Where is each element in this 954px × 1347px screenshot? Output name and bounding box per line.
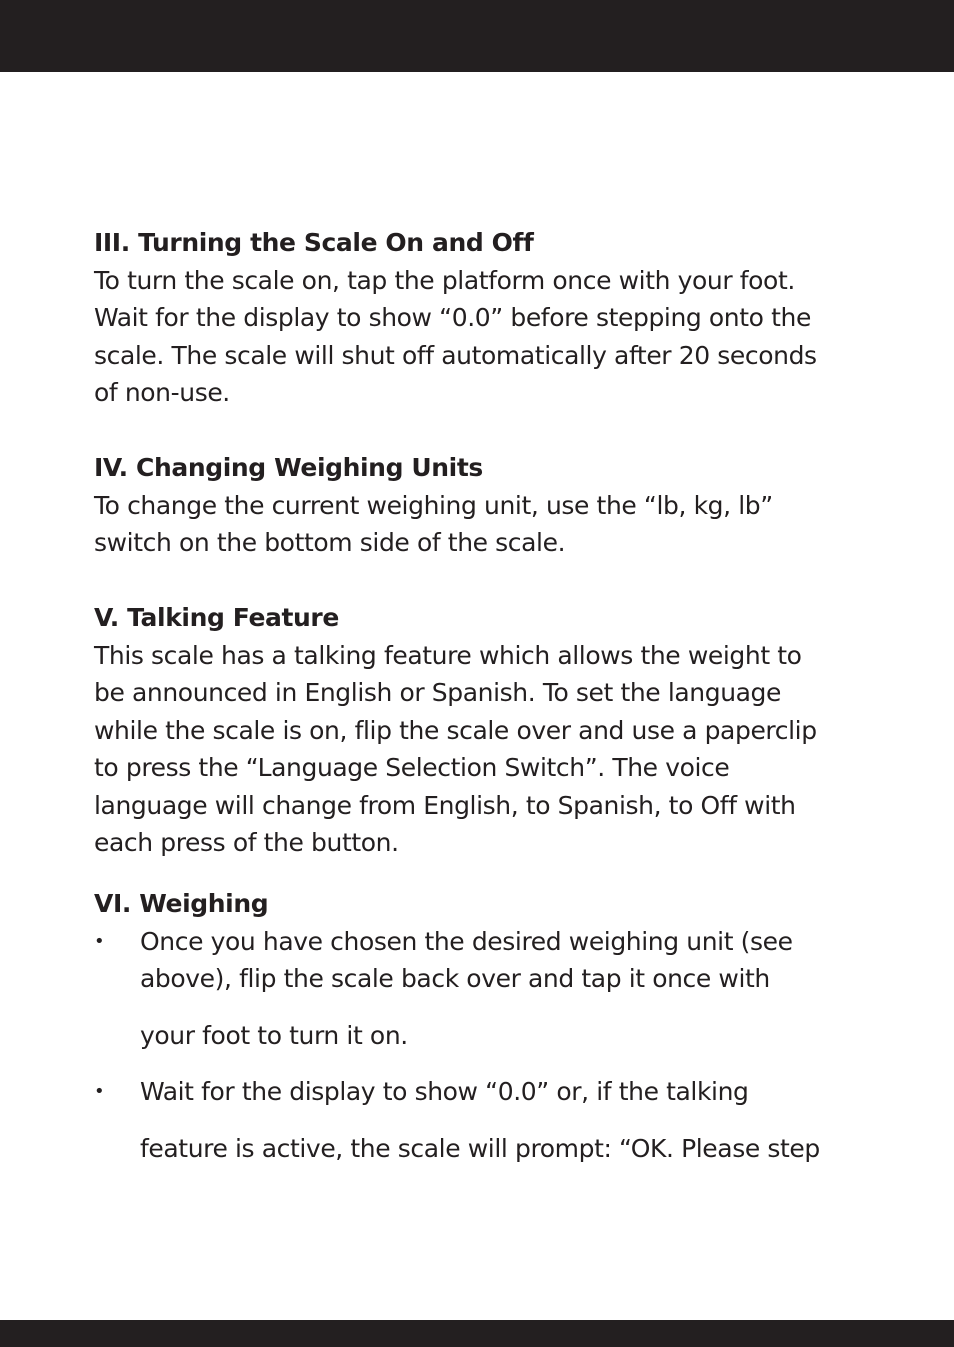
body-line: of non-use.: [94, 378, 230, 407]
bullet-icon: •: [94, 930, 105, 952]
weighing-steps: [94, 923, 869, 1168]
section-body: [94, 637, 869, 862]
header-bar: [0, 0, 954, 72]
body-line: while the scale is on, flip the scale over and use a paperclip: [94, 715, 817, 745]
bullet-line: Wait for the display to show “0.0” or, if the talking: [140, 1077, 749, 1106]
section-body: [94, 262, 869, 412]
section-weighing: [94, 885, 869, 1167]
list-item: [94, 1073, 869, 1167]
section-changing-units: [94, 449, 869, 562]
body-line: This scale has a talking feature which allows the weight to: [94, 640, 802, 670]
bullet-line: feature is active, the scale will prompt: “OK. Please step: [140, 1133, 820, 1163]
section-heading: III. Turning the Scale On and Off: [94, 228, 534, 257]
body-line: each press of the button.: [94, 828, 399, 857]
section-talking-feature: [94, 599, 869, 862]
bullet-line: above), flip the scale back over and tap it once with: [140, 964, 770, 993]
body-line: switch on the bottom side of the scale.: [94, 528, 566, 557]
footer-bar: [0, 1320, 954, 1347]
body-line: To change the current weighing unit, use the “lb, kg, lb”: [94, 490, 773, 520]
section-heading: VI. Weighing: [94, 889, 269, 918]
body-line: be announced in English or Spanish. To set the language: [94, 678, 782, 707]
body-line: To turn the scale on, tap the platform once with your foot.: [94, 265, 795, 295]
section-turning-on-off: [94, 224, 869, 412]
section-heading: V. Talking Feature: [94, 603, 339, 632]
section-body: [94, 487, 869, 562]
bullet-icon: •: [94, 1081, 105, 1102]
body-line: to press the “Language Selection Switch”. The voice: [94, 753, 730, 782]
body-line: language will change from English, to Spanish, to Off with: [94, 790, 796, 820]
manual-content: [94, 224, 869, 1167]
bullet-line: your foot to turn it on.: [140, 1020, 408, 1050]
body-line: scale. The scale will shut off automatically after 20 seconds: [94, 340, 817, 370]
bullet-line: Once you have chosen the desired weighing unit (see: [140, 926, 793, 956]
list-item: [94, 923, 869, 1055]
body-line: Wait for the display to show “0.0” before stepping onto the: [94, 303, 811, 332]
section-heading: IV. Changing Weighing Units: [94, 453, 483, 482]
